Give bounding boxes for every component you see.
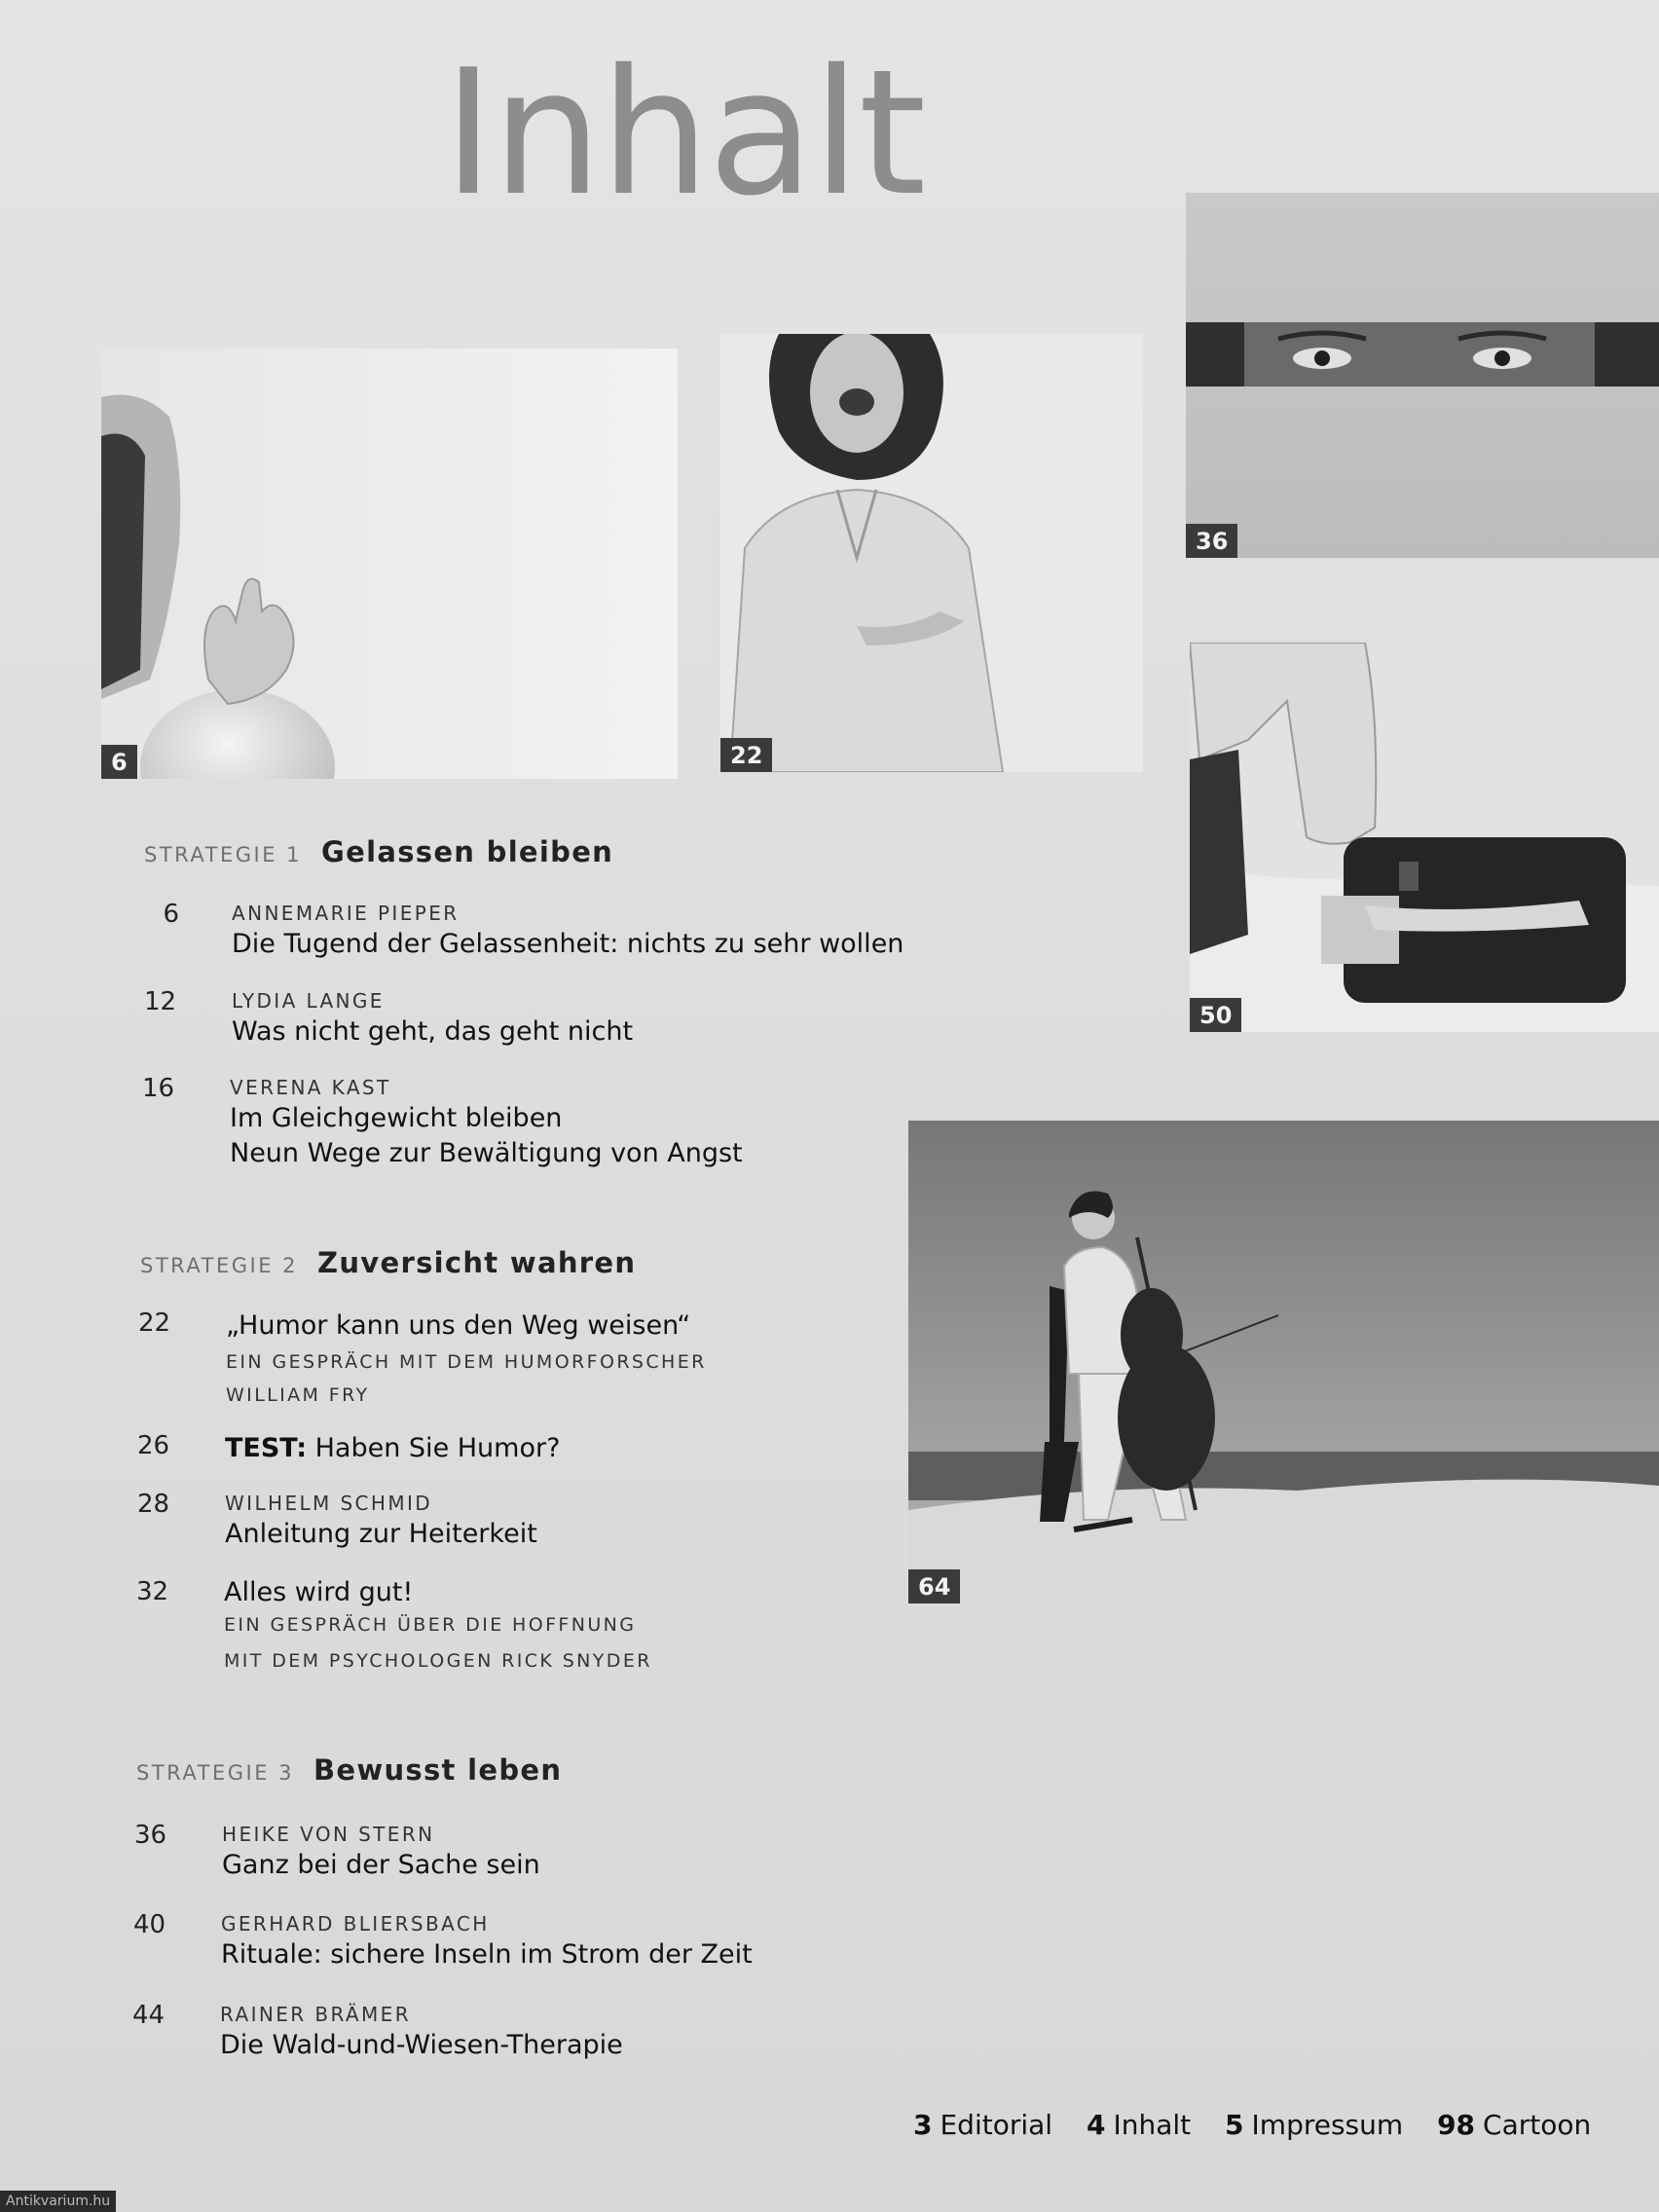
entry-title: Anleitung zur Heiterkeit: [225, 1519, 537, 1549]
entry-description: MIT DEM PSYCHOLOGEN RICK SNYDER: [224, 1650, 652, 1672]
entry-page-number: 40: [133, 1910, 166, 1939]
entry-page-number: 44: [132, 2001, 166, 2030]
photo-page-number: 36: [1186, 524, 1237, 558]
strategy-label: STRATEGIE 2: [140, 1254, 299, 1277]
entry-description: EIN GESPRÄCH MIT DEM HUMORFORSCHER: [226, 1351, 707, 1373]
photo-eyes-strip: [1186, 193, 1659, 558]
photo-cellist: [908, 1121, 1659, 1604]
photo-suitcase-image: [1190, 643, 1659, 1032]
entry-title-text: Haben Sie Humor?: [307, 1433, 561, 1463]
entry-title: Im Gleichgewicht bleiben: [230, 1103, 563, 1133]
entry-author: VERENA KAST: [230, 1076, 391, 1099]
photo-cellist-image: [908, 1121, 1659, 1604]
photo-laughing-woman-image: [720, 334, 1143, 772]
entry-title: Die Tugend der Gelassenheit: nichts zu sehr wollen: [232, 929, 904, 959]
footer-label: Cartoon: [1483, 2109, 1592, 2141]
strategy-name: Bewusst leben: [313, 1753, 563, 1787]
footer-page-number: 98: [1437, 2109, 1476, 2141]
entry-author: LYDIA LANGE: [232, 989, 385, 1013]
footer-label: Editorial: [940, 2109, 1053, 2141]
photo-page-number: 50: [1190, 998, 1241, 1032]
page-title: Inhalt: [443, 32, 925, 234]
photo-page-number: 64: [908, 1569, 960, 1604]
entry-description: EIN GESPRÄCH ÜBER DIE HOFFNUNG: [224, 1614, 637, 1636]
photo-page-number: 22: [720, 738, 772, 772]
strategy-label: STRATEGIE 1: [144, 843, 303, 866]
footer-item-impressum[interactable]: [1225, 2109, 1403, 2141]
entry-page-number: 36: [134, 1821, 167, 1850]
entry-title-prefix: TEST:: [225, 1433, 308, 1463]
entry-page-number: 12: [144, 987, 177, 1016]
entry-page-number: 16: [142, 1074, 175, 1103]
entry-title: Die Wald-und-Wiesen-Therapie: [220, 2030, 623, 2060]
entry-title: Ganz bei der Sache sein: [222, 1850, 540, 1880]
strategy-1-heading: [144, 835, 613, 868]
watermark: Antikvarium.hu: [0, 2191, 116, 2212]
strategy-name: Gelassen bleiben: [321, 835, 614, 868]
strategy-name: Zuversicht wahren: [317, 1246, 637, 1279]
footer-item-inhalt[interactable]: [1087, 2109, 1191, 2141]
footer-item-cartoon[interactable]: [1437, 2109, 1591, 2141]
footer-links: [913, 2109, 1591, 2141]
entry-author: ANNEMARIE PIEPER: [232, 902, 460, 925]
entry-page-number: 26: [137, 1431, 170, 1460]
entry-title: Was nicht geht, das geht nicht: [232, 1016, 634, 1047]
entry-author: WILHELM SCHMID: [225, 1492, 433, 1515]
photo-suitcase: [1190, 643, 1659, 1032]
photo-page-number: 6: [101, 745, 137, 779]
strategy-3-heading: [136, 1753, 562, 1787]
strategy-label: STRATEGIE 3: [136, 1761, 295, 1785]
footer-label: Impressum: [1251, 2109, 1404, 2141]
footer-page-number: 3: [913, 2109, 933, 2141]
footer-page-number: 4: [1086, 2109, 1106, 2141]
entry-subtitle: Neun Wege zur Bewältigung von Angst: [230, 1138, 743, 1168]
entry-title: [225, 1431, 560, 1466]
strategy-2-heading: [140, 1246, 636, 1279]
entry-description: WILLIAM FRY: [226, 1384, 370, 1406]
photo-laughing-woman: [720, 334, 1143, 772]
entry-page-number: 28: [137, 1490, 170, 1519]
photo-eyes-strip-image: [1186, 193, 1659, 558]
footer-item-editorial[interactable]: [913, 2109, 1052, 2141]
entry-page-number: 32: [136, 1577, 169, 1606]
entry-author: GERHARD BLIERSBACH: [221, 1912, 490, 1936]
entry-title: Alles wird gut!: [224, 1577, 414, 1607]
entry-title: Rituale: sichere Inseln im Strom der Zeit: [221, 1939, 753, 1970]
photo-hand-sphere: [101, 349, 678, 779]
footer-page-number: 5: [1225, 2109, 1244, 2141]
entry-page-number: 22: [138, 1309, 171, 1338]
photo-hand-sphere-image: [101, 349, 678, 779]
entry-title: „Humor kann uns den Weg weisen“: [226, 1310, 691, 1341]
entry-author: HEIKE VON STERN: [222, 1823, 435, 1846]
footer-label: Inhalt: [1113, 2109, 1192, 2141]
entry-author: RAINER BRÄMER: [220, 2003, 411, 2026]
entry-page-number: 6: [163, 900, 179, 929]
